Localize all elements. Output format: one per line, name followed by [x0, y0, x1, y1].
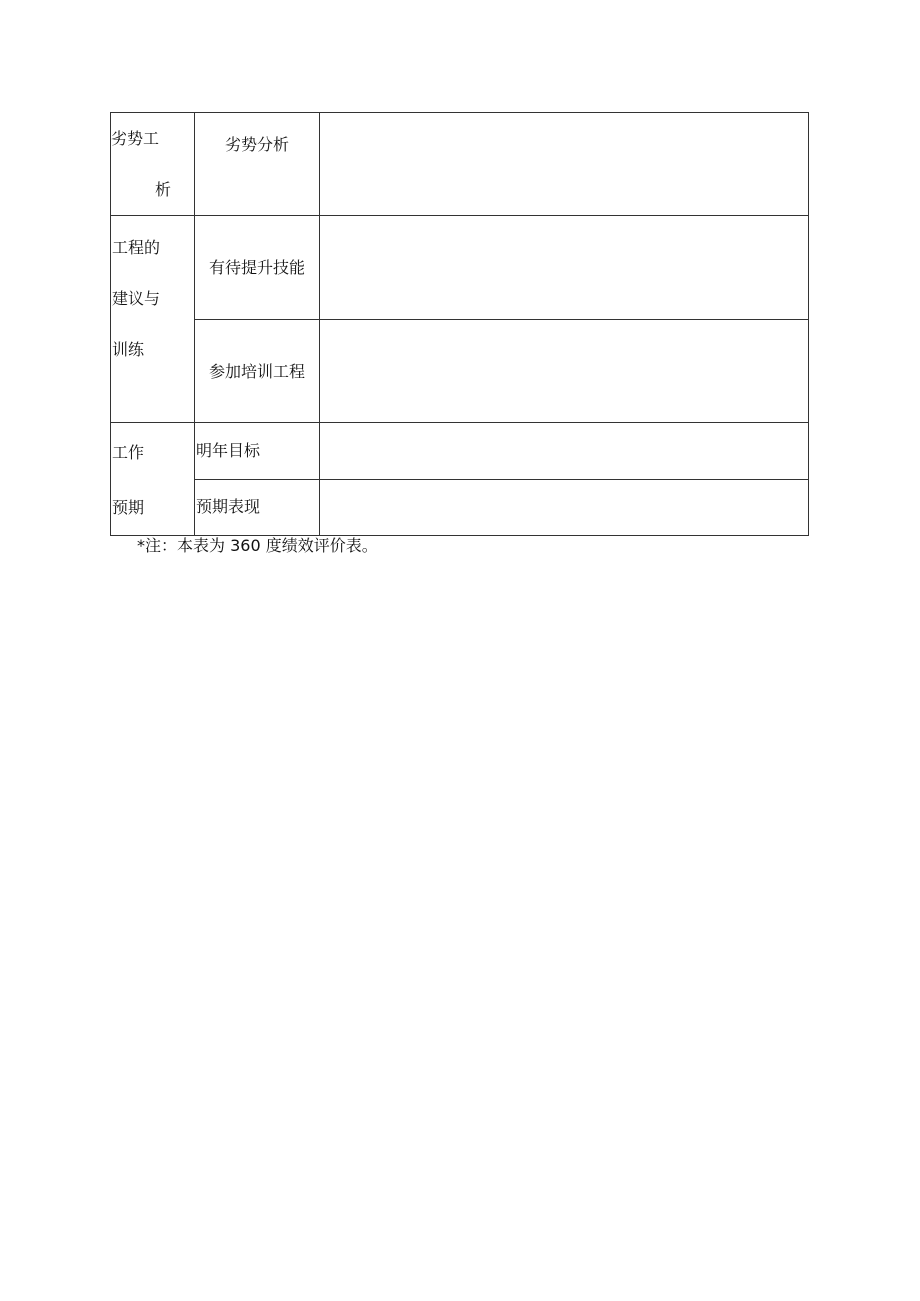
evaluation-table — [110, 112, 809, 536]
suggestion-group-cell — [111, 216, 195, 423]
suggestion-group-label: 工程的建议与训练 — [112, 238, 161, 359]
table-row-weakness — [111, 113, 809, 216]
expectation-group-cell — [111, 423, 195, 536]
expectation-item-1-cell — [195, 423, 320, 480]
expectation-item-1-label: 明年目标 — [196, 440, 261, 460]
weakness-group-cell — [111, 113, 195, 216]
table-row-expectation-1 — [111, 423, 809, 480]
expectation-group-label: 工作预期 — [112, 443, 145, 517]
expectation-item-2-value-cell[interactable] — [320, 479, 809, 536]
table-row-suggestion-2 — [111, 320, 809, 423]
table-row-suggestion-1 — [111, 216, 809, 320]
weakness-value-cell[interactable] — [320, 113, 809, 216]
footnote: *注：本表为 360 度绩效评价表。 — [137, 536, 378, 555]
weakness-item-label: 劣势分析 — [224, 135, 289, 154]
suggestion-item-1-value-cell[interactable] — [320, 216, 809, 320]
suggestion-item-2-label: 参加培训工程 — [208, 361, 305, 381]
table-row-expectation-2 — [111, 479, 809, 536]
expectation-item-1-value-cell[interactable] — [320, 423, 809, 480]
weakness-item-cell — [195, 113, 320, 216]
expectation-item-2-cell — [195, 479, 320, 536]
weakness-group-line1: 劣势工 — [111, 129, 160, 148]
expectation-item-2-label: 预期表现 — [196, 497, 261, 517]
suggestion-item-2-cell — [195, 320, 320, 423]
suggestion-item-1-label: 有待提升技能 — [208, 258, 305, 277]
suggestion-item-1-cell — [195, 216, 320, 320]
suggestion-item-2-value-cell[interactable] — [320, 320, 809, 423]
weakness-group-line2: 析 — [155, 180, 172, 199]
